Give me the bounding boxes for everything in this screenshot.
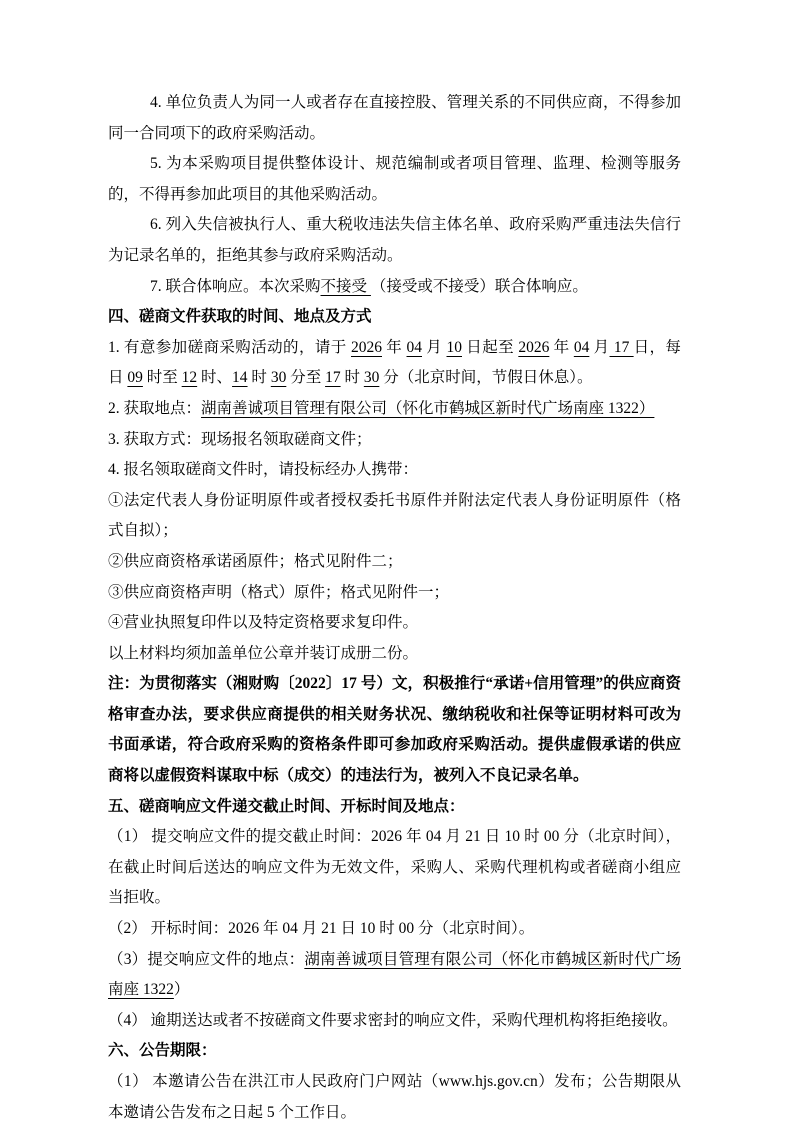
body-paragraph (108, 822, 681, 914)
underlined-text: 09 (127, 369, 143, 387)
underlined-text: 2026 (518, 338, 550, 356)
text-run: 日起至 (462, 338, 519, 356)
text-run: 五、磋商响应文件递交截止时间、开标时间及地点： (108, 797, 465, 815)
text-run: （2） 开标时间：2026 年 04 月 21 日 10 时 00 分（北京时间）。 (108, 920, 535, 938)
text-run: 以上材料均须加盖单位公章并装订成册二份。 (108, 644, 419, 662)
text-run: 时、 (197, 369, 233, 387)
text-run: 4. 报名领取磋商文件时，请投标经办人携带： (108, 461, 419, 479)
body-paragraph (108, 394, 681, 425)
text-run: 年 (549, 338, 574, 356)
body-paragraph (108, 547, 681, 578)
underlined-text: 10 (446, 338, 462, 356)
text-run: 时至 (142, 369, 182, 387)
body-paragraph (108, 578, 681, 609)
text-run: 分至 (286, 369, 326, 387)
body-paragraph (108, 455, 681, 486)
body-paragraph (108, 210, 681, 271)
section-heading (108, 302, 681, 333)
body-paragraph (108, 149, 681, 210)
text-run: 六、公告期限： (108, 1042, 217, 1060)
text-run: ②供应商资格承诺函原件；格式见附件二； (108, 552, 403, 570)
text-run: （4） 逾期送达或者不按磋商文件要求密封的响应文件，采购代理机构将拒绝接收。 (108, 1011, 678, 1029)
underlined-text: 12 (181, 369, 198, 387)
text-run: 日，每日 (108, 338, 681, 387)
body-paragraph (108, 486, 681, 547)
text-run: 2. 获取地点： (108, 399, 202, 417)
underlined-text: 17 (325, 369, 341, 387)
underlined-text: 04 (573, 338, 590, 356)
underlined-text: 30 (270, 369, 287, 387)
text-run: ①法定代表人身份证明原件或者授权委托书原件并附法定代表人身份证明原件（格式自拟）； (108, 491, 681, 540)
body-paragraph (108, 1067, 681, 1122)
body-paragraph (108, 272, 681, 303)
text-run: （接受或不接受）联合体响应。 (370, 277, 588, 295)
text-run: 7. 联合体响应。本次采购 (150, 277, 321, 295)
text-run: （1） 本邀请公告在洪江市人民政府门户网站（www.hjs.gov.cn）发布；公告期限从本邀请公告发布之日起 5 个工作日。 (108, 1073, 681, 1121)
section-heading (108, 1036, 681, 1067)
underlined-text: 2026 (351, 338, 382, 356)
text-run: 时 (340, 369, 364, 387)
underlined-text: 湖南善诚项目管理有限公司（怀化市鹤城区新时代广场南座 1322） (201, 399, 655, 417)
body-paragraph (108, 945, 681, 1006)
underlined-text: 不接受 (320, 277, 371, 295)
underlined-text: 04 (406, 338, 422, 356)
underlined-text: 14 (232, 369, 248, 387)
text-run: 时 (247, 369, 271, 387)
body-paragraph (108, 333, 681, 394)
text-run: 年 (382, 338, 407, 356)
body-paragraph (108, 914, 681, 945)
body-paragraph (108, 1006, 681, 1037)
body-paragraph (108, 425, 681, 456)
text-run: 3. 获取方式：现场报名领取磋商文件； (108, 430, 372, 448)
text-run: 月 (422, 338, 447, 356)
text-run: ） (173, 981, 190, 999)
body-paragraph (108, 639, 681, 670)
note-paragraph (108, 669, 681, 791)
text-run: 6. 列入失信被执行人、重大税收违法失信主体名单、政府采购严重违法失信行为记录名单的，拒绝其参与政府采购活动。 (108, 216, 681, 264)
text-run: 注：为贯彻落实（湘财购〔2022〕17 号）文，积极推行“承诺+信用管理”的供应商资格审查办法，要求供应商提供的相关财务状况、缴纳税收和社保等证明材料可改为书面承诺，符合政府采购的资格条件即可参加政府采购活动。提供虚假承诺的供应商将以虚假资料谋取中标（成交）的违法行为，被列入不良记录名单。 (108, 675, 681, 785)
body-paragraph (108, 608, 681, 639)
text-run: 月 (589, 338, 610, 356)
section-heading (108, 792, 681, 823)
text-run: ③供应商资格声明（格式）原件；格式见附件一； (108, 583, 450, 601)
text-run: 分（北京时间，节假日休息）。 (379, 369, 593, 387)
underlined-text: 17 (609, 338, 634, 356)
text-run: ④营业执照复印件以及特定资格要求复印件。 (108, 614, 419, 632)
text-run: 5. 为本采购项目提供整体设计、规范编制或者项目管理、监理、检测等服务的，不得再参加此项目的其他采购活动。 (108, 155, 681, 203)
body-paragraph (108, 88, 681, 149)
text-run: （3）提交响应文件的地点： (108, 950, 305, 968)
text-run: （1） 提交响应文件的提交截止时间：2026 年 04 月 21 日 10 时 00 分（北京时间），在截止时间后送达的响应文件为无效文件，采购人、采购代理机构或者磋商小组应当拒收。 (108, 828, 681, 907)
text-run: 四、磋商文件获取的时间、地点及方式 (108, 308, 372, 326)
text-run: 4. 单位负责人为同一人或者存在直接控股、管理关系的不同供应商，不得参加同一合同项下的政府采购活动。 (108, 94, 681, 142)
document-body (108, 88, 681, 1122)
underlined-text: 湖南善诚项目管理有限公司（怀化市鹤城区新时代广场南座 1322 (108, 950, 681, 999)
underlined-text: 30 (363, 369, 380, 387)
text-run: 1. 有意参加磋商采购活动的，请于 (108, 338, 351, 356)
